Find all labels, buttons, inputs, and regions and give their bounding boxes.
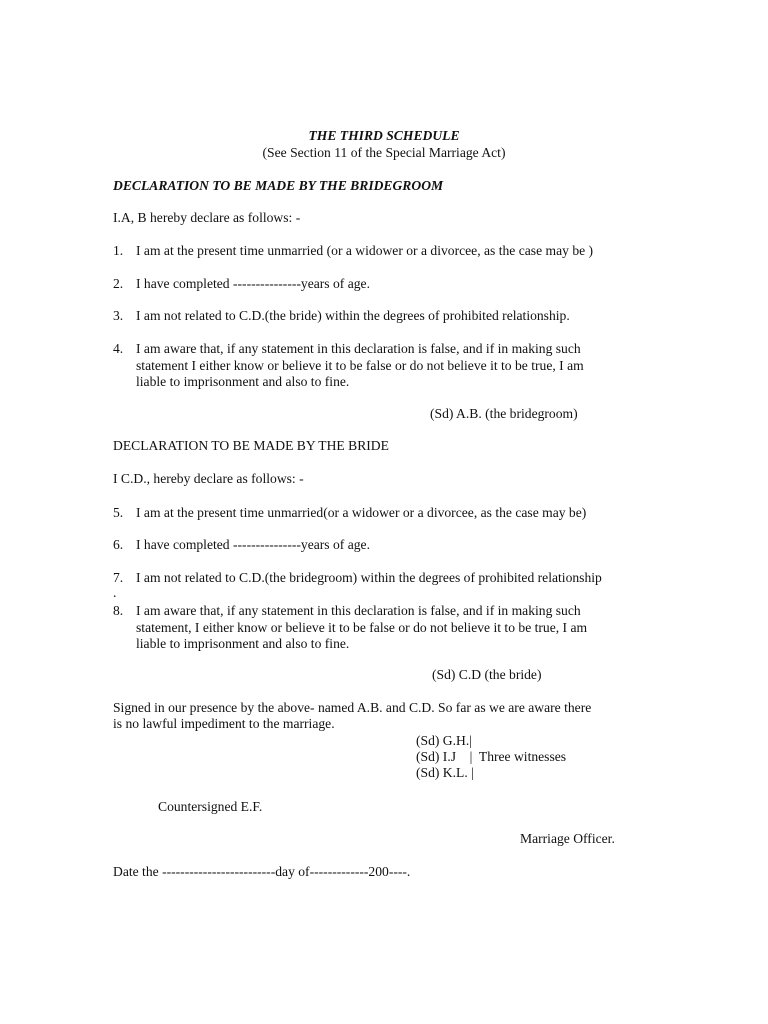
schedule-title: THE THIRD SCHEDULE [308, 128, 460, 143]
item-text: statement, I either know or believe it to be false or do not believe it to be true, I am [136, 619, 588, 635]
item-number: 4. [113, 341, 124, 356]
groom-signature: (Sd) A.B. (the bridegroom) [430, 406, 578, 421]
item-text: I have completed ---------------years of age. [136, 276, 370, 291]
item-text: I am not related to C.D.(the bride) within the degrees of prohibited relationship. [136, 308, 570, 323]
item-number: 3. [113, 308, 124, 323]
bride-intro: I C.D., hereby declare as follows: - [113, 471, 304, 486]
item-text: statement I either know or believe it to be false or do not believe it to be true, I am [136, 357, 584, 373]
item-number: 1. [113, 243, 124, 258]
item-text: I am at the present time unmarried(or a widower or a divorcee, as the case may be) [136, 505, 587, 520]
groom-intro: I.A, B hereby declare as follows: - [113, 210, 301, 225]
item-number: 8. [113, 603, 124, 618]
item-number: 6. [113, 537, 124, 552]
item-text: I am not related to C.D.(the bridegroom) within the degrees of prohibited relationship [136, 570, 602, 585]
countersigned: Countersigned E.F. [158, 799, 263, 814]
item-number: 5. [113, 505, 124, 520]
bride-declaration-heading: DECLARATION TO BE MADE BY THE BRIDE [113, 438, 389, 453]
stray-period: . [113, 585, 117, 600]
witness-signature-ij: (Sd) I.J | Three witnesses [416, 749, 567, 764]
item-text: liable to imprisonment and also to fine. [136, 374, 350, 389]
witness-statement-line1: Signed in our presence by the above- named A.B. and C.D. So far as we are aware there [113, 700, 592, 715]
witness-signature-kl: (Sd) K.L. | [416, 765, 474, 780]
item-text: liable to imprisonment and also to fine. [136, 636, 350, 651]
witness-signature-gh: (Sd) G.H.| [416, 733, 472, 748]
item-text: I am at the present time unmarried (or a widower or a divorcee, as the case may be ) [136, 243, 594, 258]
bride-signature: (Sd) C.D (the bride) [432, 667, 542, 682]
date-line: Date the -------------------------day of-------------200----. [113, 864, 411, 879]
item-text: I am aware that, if any statement in this declaration is false, and if in making such [136, 341, 581, 356]
item-number: 2. [113, 276, 124, 291]
marriage-officer: Marriage Officer. [520, 831, 615, 846]
schedule-subtitle: (See Section 11 of the Special Marriage Act) [262, 145, 506, 160]
item-number: 7. [113, 570, 124, 585]
witness-statement-line2: is no lawful impediment to the marriage. [113, 716, 335, 731]
item-text: I am aware that, if any statement in this declaration is false, and if in making such [136, 603, 581, 618]
groom-declaration-heading: DECLARATION TO BE MADE BY THE BRIDEGROOM [113, 178, 444, 193]
item-text: I have completed ---------------years of age. [136, 537, 370, 552]
